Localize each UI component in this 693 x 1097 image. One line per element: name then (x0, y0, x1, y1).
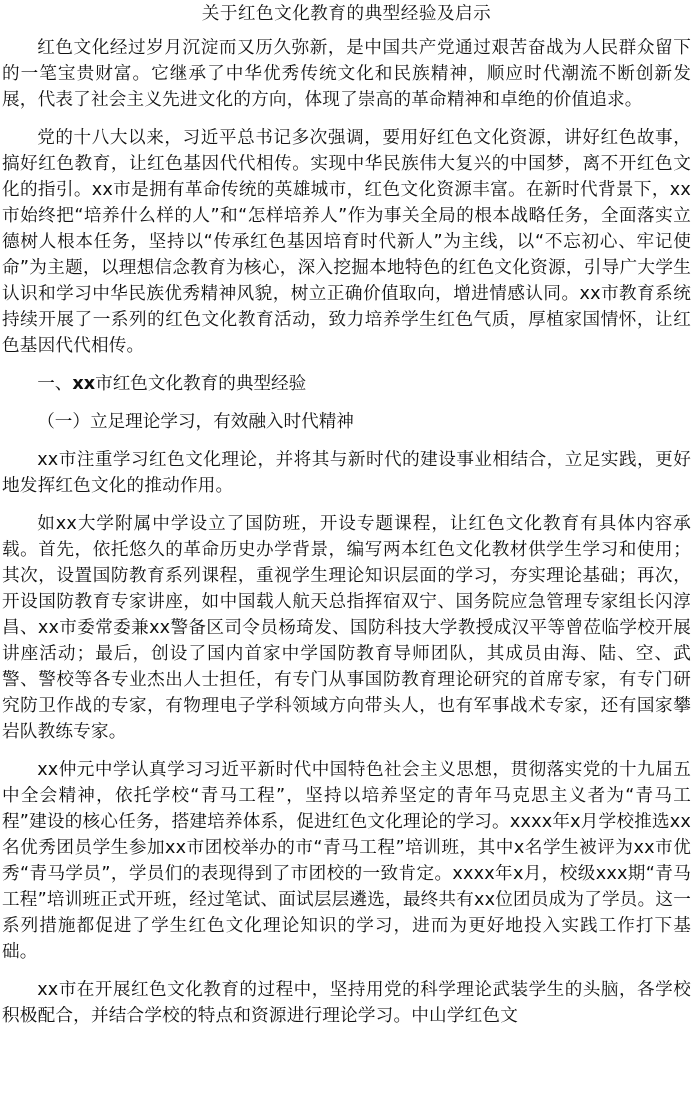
paragraph-intro-1: 红色文化经过岁月沉淀而又历久弥新，是中国共产党通过艰苦奋战为人民群众留下的一笔宝贵财富。它继承了中华优秀传统文化和民族精神，顺应时代潮流不断创新发展，代表了社会主义先进文化的方向，体现了崇高的革命精神和卓绝的价值追求。 (2, 38, 691, 110)
paragraph-body-1: xx市注重学习红色文化理论，并将其与新时代的建设事业相结合，立足实践，更好地发挥红色文化的推动作用。 (2, 450, 691, 496)
section-heading-text: 市红色文化教育的典型经验 (95, 374, 307, 394)
section-heading-1 (2, 371, 691, 397)
section-heading-prefix: 一、 (37, 374, 73, 394)
paragraph-intro-2: 党的十八大以来，习近平总书记多次强调，要用好红色文化资源，讲好红色故事，搞好红色教育，让红色基因代代相传。实现中华民族伟大复兴的中国梦，离不开红色文化的指引。xx市是拥有革命传统的英雄城市，红色文化资源丰富。在新时代背景下，xx市始终把“培养什么样的人”和“怎样培养人”作为事关全局的根本战略任务，全面落实立德树人根本任务，坚持以“传承红色基因培育时代新人”为主线，以“不忘初心、牢记使命”为主题，以理想信念教育为核心，深入挖掘本地特色的红色文化资源，引导广大学生认识和学习中华民族优秀精神风貌，树立正确价值取向，增进情感认同。xx市教育系统持续开展了一系列的红色文化教育活动，致力培养学生红色气质，厚植家国情怀，让红色基因代代相传。 (2, 128, 691, 356)
paragraph-body-2: 如xx大学附属中学设立了国防班，开设专题课程，让红色文化教育有具体内容承载。首先，依托悠久的革命历史办学背景，编写两本红色文化教材供学生学习和使用；其次，设置国防教育系列课程，重视学生理论知识层面的学习，夯实理论基础；再次，开设国防教育专家讲座，如中国载人航天总指挥宿双宁、国务院应急管理专家组长闪淳昌、xx市委常委兼xx警备区司令员杨琦发、国防科技大学教授成汉平等曾莅临学校开展讲座活动；最后，创设了国内首家中学国防教育导师团队，其成员由海、陆、空、武警、警校等各专业杰出人士担任，有专门从事国防教育理论研究的首席专家，有专门研究防卫作战的专家，有物理电子学科领域方向带头人，也有军事战术专家，还有国家攀岩队教练专家。 (2, 514, 691, 742)
section-heading-bold: xx (72, 374, 96, 394)
paragraph-body-3: xx仲元中学认真学习习近平新时代中国特色社会主义思想，贯彻落实党的十九届五中全会精神，依托学校“青马工程”，坚持以培养坚定的青年马克思主义者为“青马工程”建设的核心任务，搭建培养体系，促进红色文化理论的学习。xxxx年x月学校推选xx名优秀团员学生参加xx市团校举办的市“青马工程”培训班，其中x名学生被评为xx市优秀“青马学员”，学员们的表现得到了市团校的一致肯定。xxxx年x月，校级xxx期“青马工程”培训班正式开班，经过笔试、面试层层遴选，最终共有xx位团员成为了学员。这一系列措施都促进了学生红色文化理论知识的学习，进而为更好地投入实践工作打下基础。 (2, 760, 691, 962)
document-title: 关于红色文化教育的典型经验及启示 (201, 4, 492, 24)
subsection-heading-1: （一）立足理论学习，有效融入时代精神 (37, 412, 354, 432)
paragraph-body-4: xx市在开展红色文化教育的过程中，坚持用党的科学理论武装学生的头脑，各学校积极配合，并结合学校的特点和资源进行理论学习。中山学红色文 (2, 980, 691, 1026)
